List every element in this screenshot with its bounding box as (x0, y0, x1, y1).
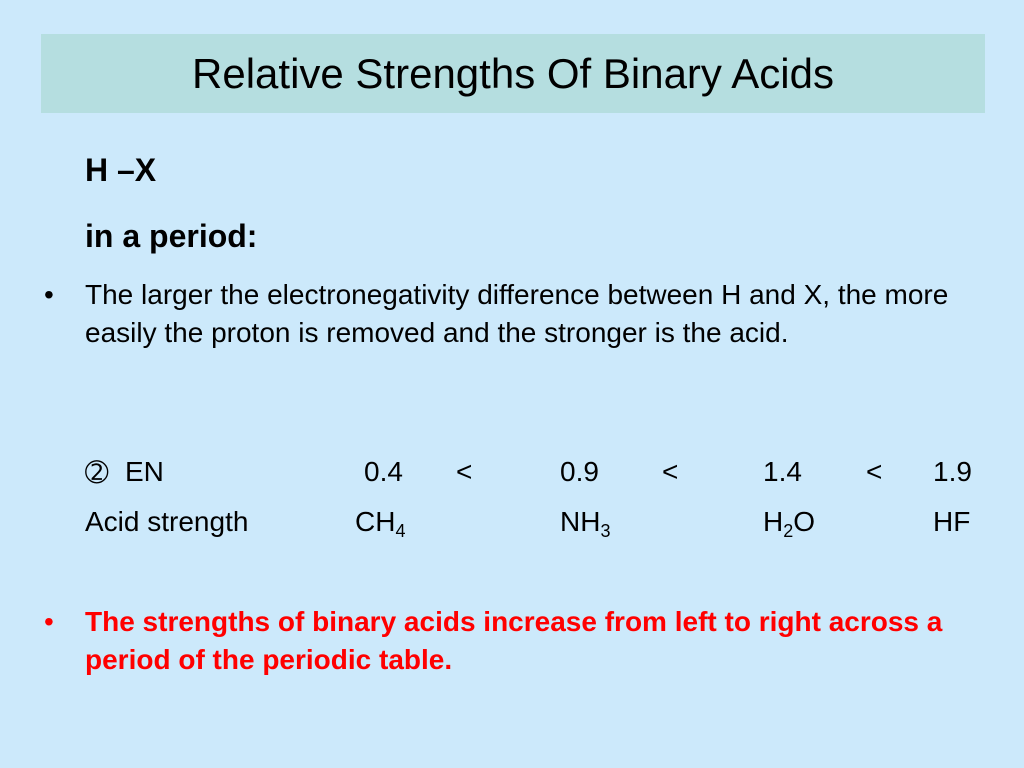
bullet-text-2: The strengths of binary acids increase from left to right across a period of the periodic table. (85, 606, 943, 675)
formula-nh3: $NH_3$ (560, 506, 611, 541)
en-value-hf: 1.9 (933, 456, 972, 487)
formula-h2o: $H_2O$ (763, 506, 816, 541)
less-than-3: < (866, 456, 883, 487)
less-than-2: < (662, 456, 679, 487)
en-row-symbol: ➁ (85, 457, 109, 488)
bullet-marker: • (44, 279, 54, 310)
less-than-1: < (456, 456, 473, 487)
en-row-label: EN (125, 456, 164, 487)
slide-title: Relative Strengths Of Binary Acids (192, 49, 834, 97)
en-value-nh3: 0.9 (560, 456, 599, 487)
acid-row-label: Acid strength (85, 506, 249, 537)
en-value-h2o: 1.4 (763, 456, 802, 487)
heading-period: in a period: (85, 218, 258, 254)
bullet-text-1: The larger the electronegativity difference between H and X, the more easily the proton is removed and the stronger is the acid. (85, 279, 949, 348)
en-value-ch4: 0.4 (364, 456, 403, 487)
heading-hx: H –X (85, 152, 157, 188)
formula-hf: HF (933, 506, 971, 537)
title-bar (41, 34, 985, 113)
bullet-marker-2: • (44, 606, 54, 637)
formula-ch4: $CH_4$ (355, 506, 406, 541)
